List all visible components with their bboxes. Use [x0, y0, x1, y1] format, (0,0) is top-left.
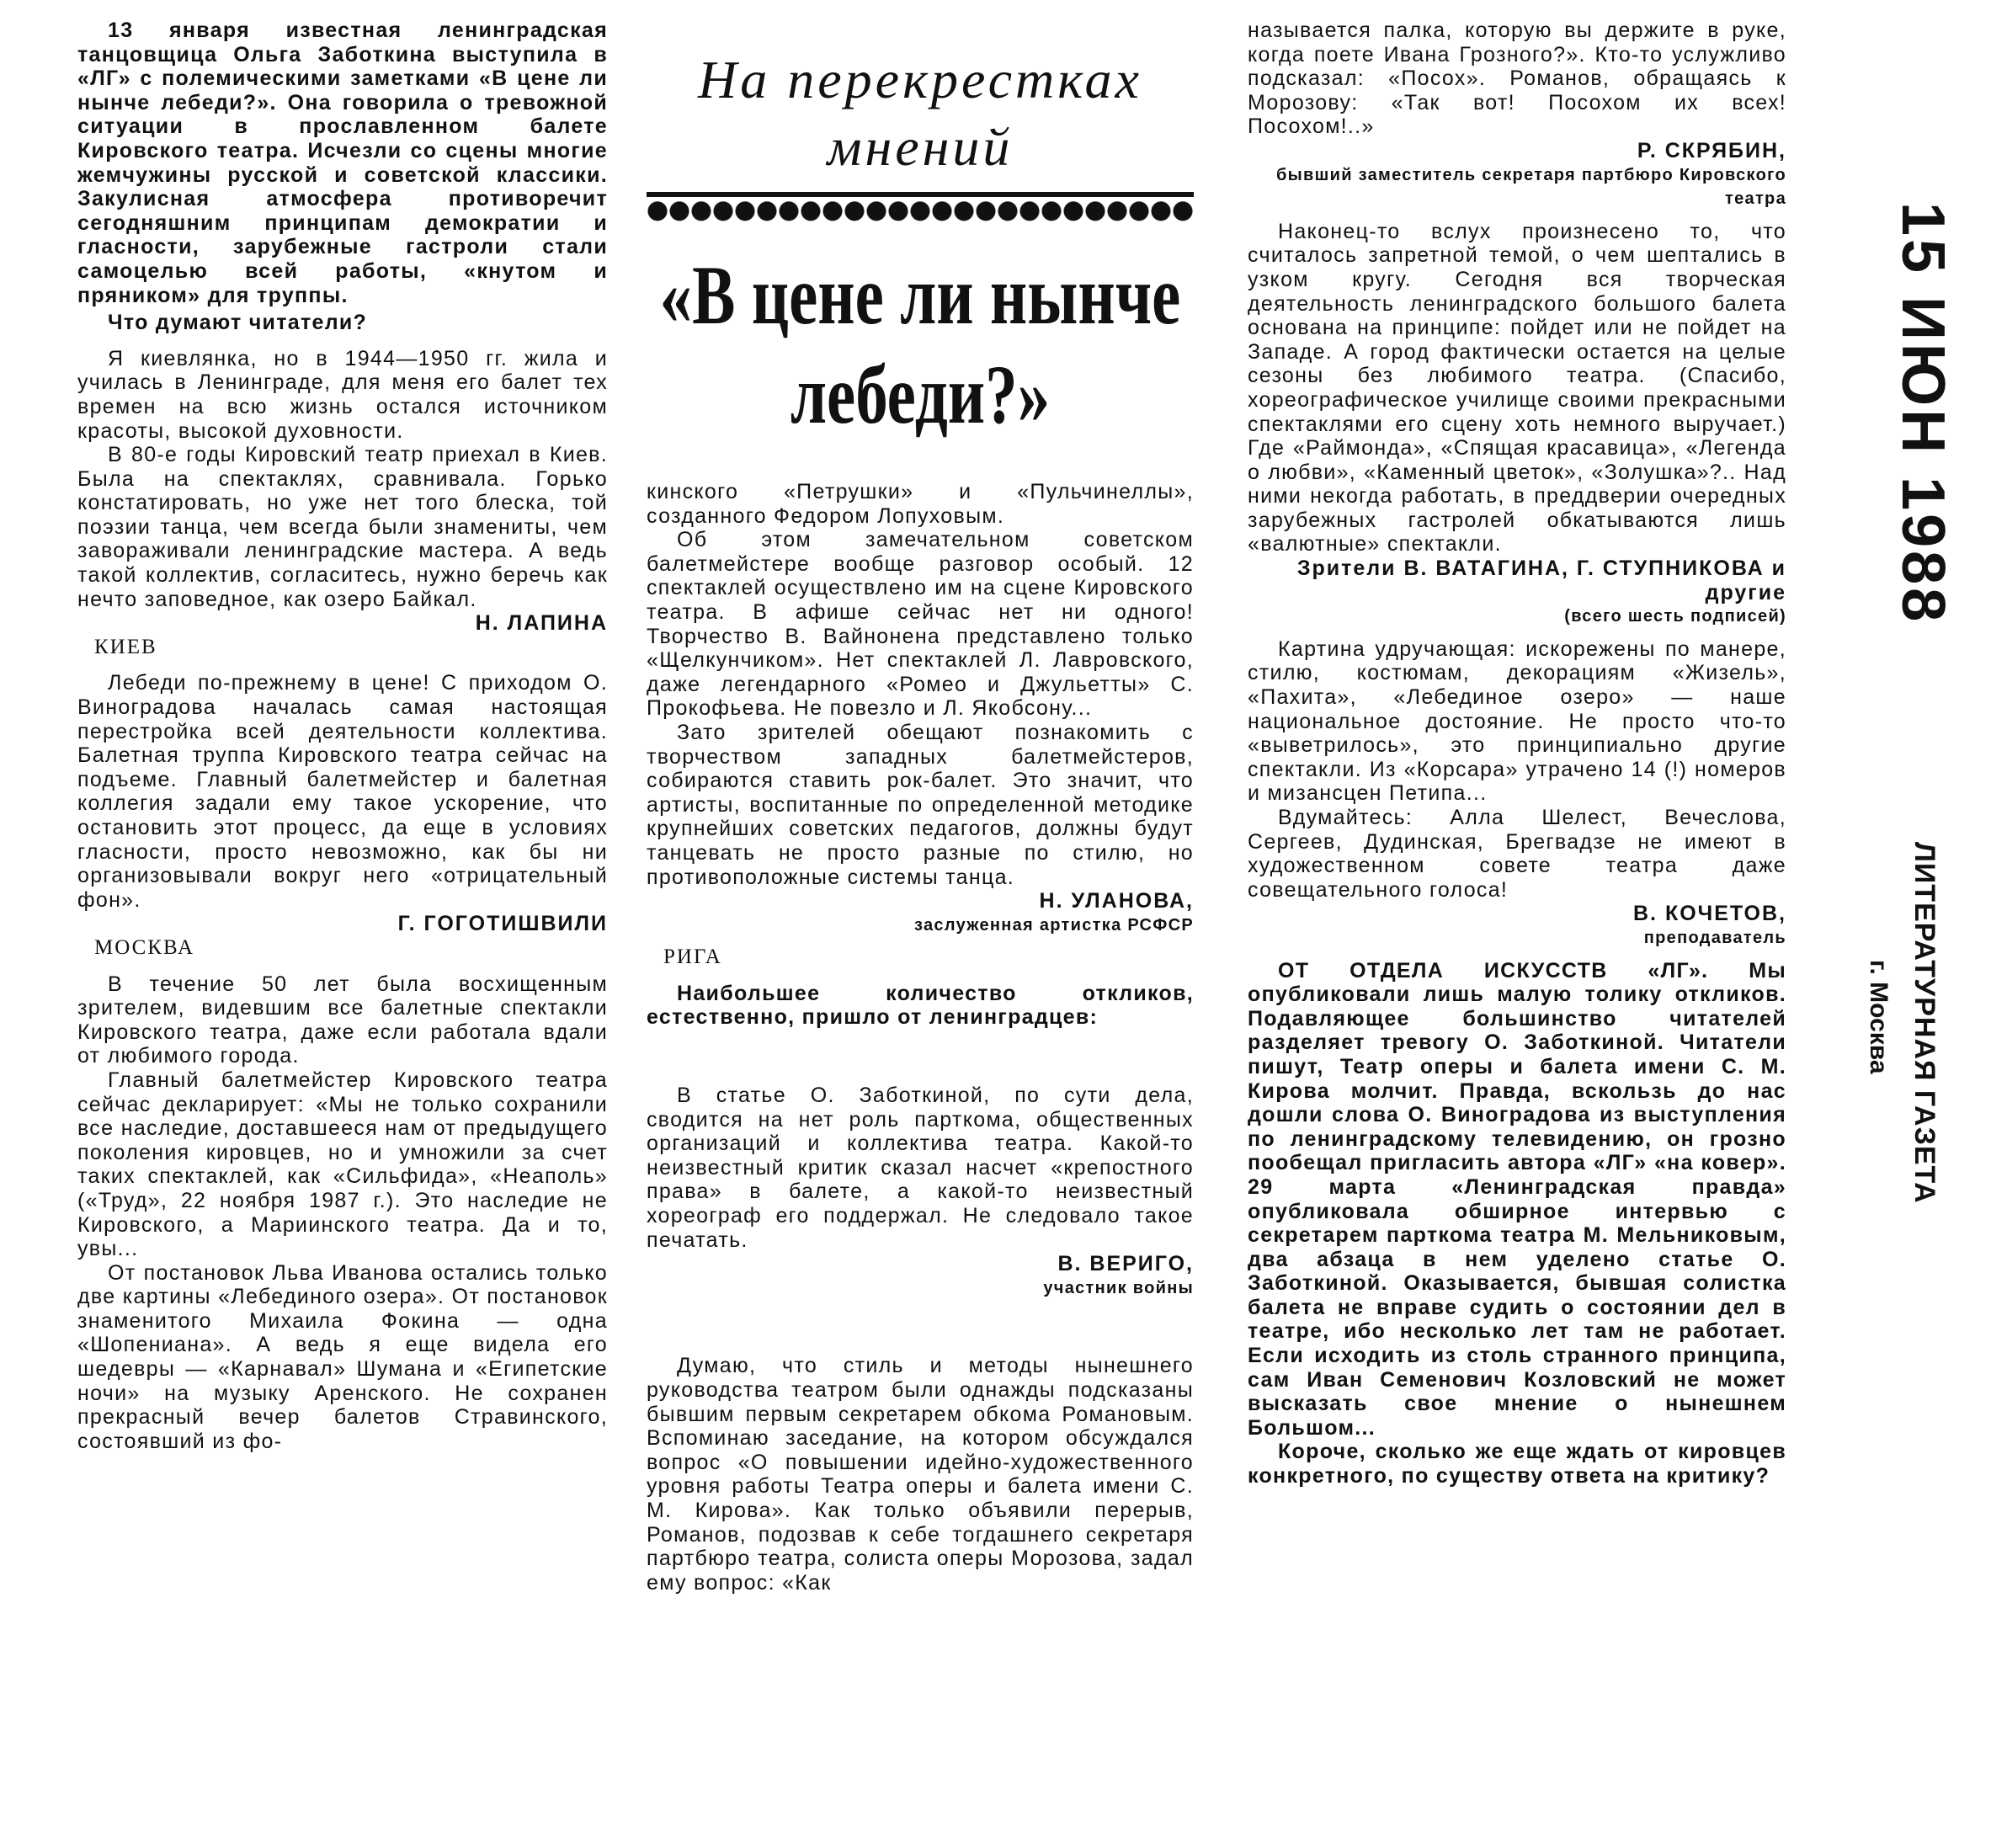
paragraph: От постановок Льва Иванова остались только две картины «Лебединого озера». От постановок знаменитого Михаила Фокина — одна «Шопениана». А ведь я еще видела его шедевры — «Карнавал» Шумана и «Египетские ночи» на музыку Аренского. Не сохранен прекрасный вечер балетов Стравинского, состоявший из фо-	[77, 1260, 608, 1453]
signature: Г. ГОГОТИШВИЛИ	[397, 912, 608, 936]
paragraph: Думаю, что стиль и методы нынешнего руководства театром были однажды подсказаны бывшим первым секретарем обкома Романовым. Вспоминаю заседание, на котором обсуждался вопрос «О повышении идейно-художественного уровня работы Театра оперы и балета имени С. М. Кирова». Как только объявили перерыв, Романов, подозвав к себе тогдашнего секретаря партбюро театра, солиста оперы Морозова, задал ему вопрос: «Как	[647, 1354, 1194, 1595]
author-role: участник войны	[1043, 1278, 1194, 1297]
paragraph: кинского «Петрушки» и «Пульчинеллы», созданного Федором Лопуховым.	[647, 480, 1194, 528]
signature: В. ВЕРИГО,	[1057, 1252, 1194, 1276]
section-question: Что думают читатели?	[108, 311, 368, 335]
signature: Р. СКРЯБИН,	[1637, 138, 1786, 162]
stamp-city: г. Москва	[1865, 960, 1893, 1074]
paragraph: Главный балетмейстер Кировского театра сейчас декларирует: «Мы не только сохранили все наследие, доставшееся нам от предыдущего поколения кировцев, но и умножили за счет таких спектаклей, как «Сильфида», «Неаполь» («Труд», 22 ноября 1987 г.). Это наследие не Кировского, а Мариинского театра. Да и то, увы...	[77, 1068, 608, 1261]
paragraph: Лебеди по-прежнему в цене! С приходом О. Виноградова началась самая настоящая перестройка всей деятельности коллектива. Балетная труппа Кировского театра сейчас на подъеме. Главный балетмейстер и балетная коллегия задали ему такое ускорение, что остановить этот процесс, да еще в условиях гласности, просто невозможно, как бы ни организовывали вокруг него «отрицательный фон».	[77, 671, 608, 912]
city-dateline: КИЕВ	[94, 635, 157, 658]
decorative-divider	[647, 192, 1194, 232]
city-dateline: МОСКВА	[94, 935, 195, 959]
spacer	[647, 1051, 1194, 1062]
column-2	[647, 480, 1194, 1595]
paragraph: В 80-е годы Кировский театр приехал в Киев. Была на спектаклях, сравнивала. Горько констатировать, но уже нет того блеска, той поэзии танца, чем всегда были знамениты, чем завораживали ленинградские мастера. А ведь такой коллектив, согласитесь, нужно беречь как нечто заповедное, как озеро Байкал.	[77, 443, 608, 611]
paragraph: 13 января известная ленинградская танцовщица Ольга Заботкина выступила в «ЛГ» с полемическими заметками «В цене ли нынче лебеди?». Она говорила о тревожной ситуации в прославленном балете Кировского театра. Исчезли со сцены многие жемчужины русской и советской классики. Закулисная атмосфера противоречит сегодняшним принципам демократии и гласности, зарубежные гастроли стали самоцелью всей работы, «кнутом и пряником» для труппы.	[77, 19, 608, 307]
paragraph: называется палка, которую вы держите в руке, когда поете Ивана Грозного?». Кто-то услужливо подсказал: «Посох». Романов, обращаясь к Морозову: «Так вот! Посохом их всех! Посохом!..»	[1248, 19, 1786, 139]
stamp-newspaper: ЛИТЕРАТУРНАЯ ГАЗЕТА	[1909, 842, 1940, 1204]
paragraph: Картина удручающая: искорежены по манере, стилю, костюмам, декорациям «Жизель», «Пахита», «Лебединое озеро» — наше национальное достояние. Не просто что-то «выветрилось», это принципиально другие спектакли. Из «Корсара» утрачено 14 (!) номеров и мизансцен Петипа...	[1248, 636, 1786, 806]
author-role: заслуженная артистка РСФСР	[914, 915, 1194, 935]
article-headline: «В цене ли нынче лебеди?»	[659, 248, 1181, 441]
paragraph: Я киевлянка, но в 1944—1950 гг. жила и училась в Ленинграде, для меня его балет тех времен на всю жизнь остался источником красоты, высокой духовности.	[77, 346, 608, 443]
paragraph: Короче, сколько же еще ждать от кировцев конкретного, по существу ответа на критику?	[1248, 1440, 1786, 1489]
signature: В. КОЧЕТОВ,	[1633, 902, 1786, 926]
author-role: (всего шесть подписей)	[1564, 607, 1786, 626]
spacer	[647, 1321, 1194, 1333]
date-stamp	[1844, 202, 1962, 1297]
paragraph: В течение 50 лет была восхищенным зрителем, видевшим все балетные спектакли Кировского театра, даже если работала вдали от любимого города.	[77, 972, 608, 1068]
paragraph: Вдумайтесь: Алла Шелест, Вечеслова, Сергеев, Дудинская, Брегвадзе не имеют в художественном совете театра даже совещательного голоса!	[1248, 806, 1786, 902]
column-1	[77, 19, 608, 1453]
paragraph: Наконец-то вслух произнесено то, что считалось запретной темой, о чем шептались в узком кругу. Сегодня вся творческая деятельность ленинградского большого балета основана на принципе: пойдет или не пойдет на Западе. А город фактически остается на целые сезоны без любимого театра. (Спасибо, хореографическое училище своими прекрасными спектаклями его сцену хоть немного выручает.) Где «Раймонда», «Спящая красавица», «Легенда о любви», «Каменный цветок», «Золушка»?.. Над ними некогда работать, в преддверии очередных зарубежных гастролей обкатываются лишь «валютные» спектакли.	[1248, 219, 1786, 557]
paragraph: ОТ ОТДЕЛА ИСКУССТВ «ЛГ». Мы опубликовали лишь малую толику откликов. Подавляющее большинство читателей разделяет тревогу О. Заботкиной. Читатели пишут, Театр оперы и балета имени С. М. Кирова молчит. Правда, вскользь до нас дошли слова О. Виноградова из выступления по ленинградскому телевидению, он грозно пообещал пригласить автора «ЛГ» «на ковер». 29 марта «Ленинградская правда» опубликовала обширное интервью с секретарем парткома театра М. Мельниковым, два абзаца в нем уделено статье О. Заботкиной. Оказывается, бывшая солистка балета не вправе судить о состоянии дел в театре, ибо несколько лет там не работает. Если исходить из столь странного принципа, сам Иван Семенович Козловский не может высказать свое мнение о нынешнем Большом...	[1248, 958, 1786, 1440]
paragraph: Зато зрителей обещают познакомить с творчеством западных балетмейстеров, собираются ставить рок-балет. Это значит, что артисты, воспитанные по определенной методике крупнейших советских педагогов, должны будут танцевать не просто разные по стилю, но противоположные системы танца.	[647, 720, 1194, 889]
signature: Зрители В. ВАТАГИНА, Г. СТУПНИКОВА и другие	[1296, 557, 1786, 604]
rubric-heading: На перекрестках мнений	[698, 50, 1142, 177]
paragraph: Об этом замечательном советском балетмейстере вообще разговор особый. 12 спектаклей осуществлено им на сцене Кировского театра. В афише сейчас нет ни одного! Творчество В. Вайнонена представлено только «Щелкунчиком». Нет спектаклей Л. Лавровского, даже легендарного «Ромео и Джульетты» С. Прокофьева. Не повезло и Л. Якобсону...	[647, 528, 1194, 721]
author-role: бывший заместитель секретаря партбюро Кировского театра	[1276, 165, 1786, 209]
signature: Н. УЛАНОВА,	[1039, 889, 1194, 913]
paragraph: В статье О. Заботкиной, по сути дела, сводится на нет роль парткома, общественных организаций и коллектива театра. Какой-то неизвестный критик сказал насчет «крепостного права» в балете, а какой-то неизвестный хореограф его поддержал. Не следовало такое печатать.	[647, 1084, 1194, 1252]
city-dateline: РИГА	[663, 945, 722, 969]
paragraph: Наибольшее количество откликов, естественно, пришло от ленинградцев:	[647, 981, 1194, 1030]
author-role: преподаватель	[1643, 928, 1786, 947]
signature: Н. ЛАПИНА	[475, 611, 608, 636]
column-3	[1248, 19, 1786, 1489]
stamp-date: 15 ИЮН 1988	[1889, 202, 1956, 626]
